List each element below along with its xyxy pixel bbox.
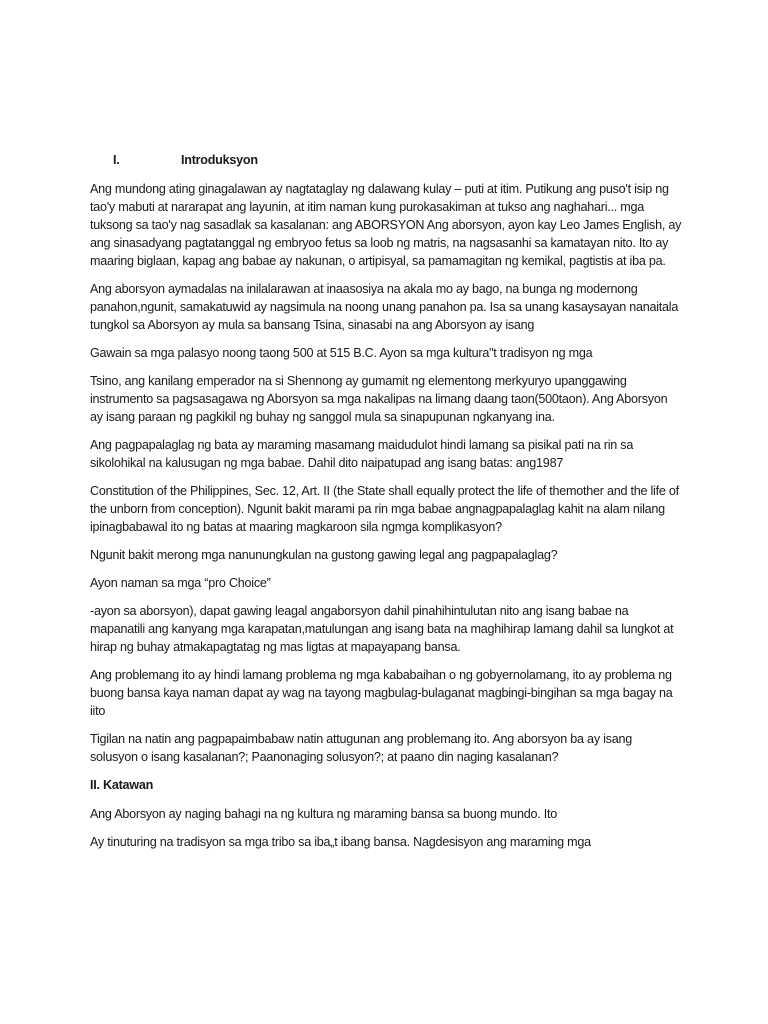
paragraph-11: Tigilan na natin ang pagpapaimbabaw natin attugunan ang problemang ito. Ang aborsyon ba ay isang solusyon o isang kasalanan?; Paanonaging solusyon?; at paano din naging kasalanan? [90, 732, 632, 764]
paragraph-1: Ang mundong ating ginagalawan ay nagtataglay ng dalawang kulay – puti at itim. Putikung ang puso't isip ng tao'y mabuti at nararapat ang layunin, at itim naman kung purokasakiman at tukso ang naghahari... mga tuksong sa tao'y nag sasadlak sa kasalanan: ang ABORSYON Ang aborsyon, ayon kay Leo James English, ay ang sinasadyang pagtatanggal ng embryoo fetus sa loob ng matris, na nagsasanhi sa kamatayan nito. Ito ay maaring biglaan, kapag ang babae ay nakunan, o artipisyal, sa pamamagitan ng kemikal, pagtistis at iba pa. [90, 182, 682, 268]
document-body [90, 151, 682, 861]
paragraph-7: Ngunit bakit merong mga nanunungkulan na gustong gawing legal ang pagpapalaglag? [90, 548, 558, 562]
paragraph-13: Ay tinuturing na tradisyon sa mga tribo sa iba„t ibang bansa. Nagdesisyon ang maraming mga [90, 835, 591, 849]
paragraph-5: Ang pagpapalaglag ng bata ay maraming masamang maidudulot hindi lamang sa pisikal pati na rin sa sikolohikal na kalusugan ng mga babae. Dahil dito naipatupad ang isang batas: ang1987 [90, 438, 634, 470]
paragraph-12: Ang Aborsyon ay naging bahagi na ng kultura ng maraming bansa sa buong mundo. Ito [90, 807, 558, 821]
paragraph-4: Tsino, ang kanilang emperador na si Shennong ay gumamit ng elementong merkyuryo upanggawing instrumento sa pagsasagawa ng Aborsyon sa mga nakalipas na limang daang taon(500taon). Ang Aborsyon ay isang paraan ng pagkikil ng buhay ng sanggol mula sa sinapupunan ngkanyang ina. [90, 374, 668, 424]
paragraph-3: Gawain sa mga palasyo noong taong 500 at 515 B.C. Ayon sa mga kultura"t tradisyon ng mga [90, 346, 593, 360]
paragraph-10: Ang problemang ito ay hindi lamang problema ng mga kababaihan o ng gobyernolamang, ito ay problema ng buong bansa kaya naman dapat ay wag na tayong magbulag-bulaganat magbingi-bingihan sa mga bagay na iito [90, 668, 673, 718]
paragraph-6: Constitution of the Philippines, Sec. 12, Art. II (the State shall equally protect the life of themother and the life of the unborn from conception). Ngunit bakit marami pa rin mga babae angnagpapalaglag kahit na alam nilang ipinagbabawal ito ng batas at maaring magkaroon sila ngmga komplikasyon? [90, 484, 679, 534]
section-number: I. [113, 153, 120, 167]
section-heading-katawan: II. Katawan [90, 778, 154, 792]
paragraph-9: -ayon sa aborsyon), dapat gawing leagal angaborsyon dahil pinahihintulutan nito ang isang babae na mapanatili ang kanyang mga karapatan,matulungan ang isang bata na maghihirap lamang dahil sa lungkot at hirap ng buhay atmakapagtatag ng mas ligtas at mapayapang bansa. [90, 604, 674, 654]
section-title: Introduksyon [181, 153, 258, 167]
paragraph-2: Ang aborsyon aymadalas na inilalarawan at inaasosiya na akala mo ay bago, na bunga ng modernong panahon,ngunit, samakatuwid ay nagsimula na noong unang panahon pa. Isa sa unang kasaysayan nanaitala tungkol sa Aborsyon ay mula sa bansang Tsina, sinasabi na ang Aborsyon ay isang [90, 282, 679, 332]
section-heading-introduksyon [90, 151, 682, 169]
paragraph-8: Ayon naman sa mga “pro Choice” [90, 576, 271, 590]
